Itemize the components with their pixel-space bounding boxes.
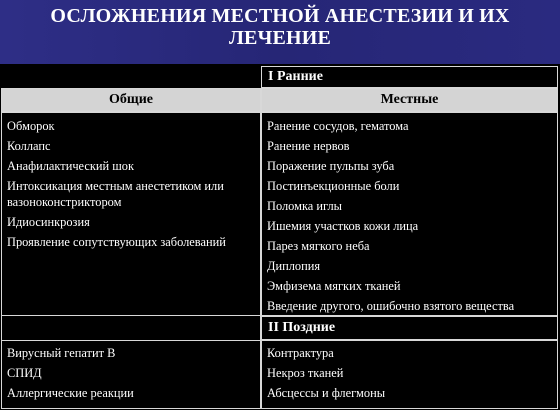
local-late-cell (261, 340, 558, 409)
list-item: Проявление сопутствующих заболеваний (7, 235, 226, 249)
general-late-cell (1, 340, 261, 409)
list-item: Контрактура (267, 346, 334, 360)
title-line-1: ОСЛОЖНЕНИЯ МЕСТНОЙ АНЕСТЕЗИИ И ИХ (50, 5, 510, 27)
list-item: Ранение сосудов, гематома (267, 119, 409, 133)
local-early-cell (261, 112, 558, 316)
title-line-2: ЛЕЧЕНИЕ (228, 27, 332, 49)
column-header-general-label: Общие (109, 92, 153, 107)
list-item: Ишемия участков кожи лица (267, 219, 419, 233)
list-item: Эмфизема мягких тканей (267, 279, 401, 293)
list-item: Диплопия (267, 259, 321, 273)
list-item: Идиосинкрозия (7, 215, 90, 229)
list-item: Постинъекционные боли (267, 179, 400, 193)
general-late-list (2, 345, 260, 401)
list-item: СПИД (7, 366, 42, 380)
local-early-list (262, 118, 557, 314)
general-early-cell (1, 112, 261, 316)
list-item: Парез мягкого неба (267, 239, 370, 253)
column-header-local (261, 88, 558, 112)
list-item: Поломка иглы (267, 199, 342, 213)
list-item: Аллергические реакции (7, 386, 134, 400)
late-section-header (261, 316, 558, 340)
list-item: Введение другого, ошибочно взятого вещества (267, 299, 515, 313)
list-item: Интоксикация местным анестетиком или вазоноконстриктором (7, 179, 224, 209)
list-item: Вирусный гепатит В (7, 346, 116, 360)
list-item: Обморок (7, 119, 55, 133)
early-section-label: I Ранние (268, 69, 323, 84)
list-item: Некроз тканей (267, 366, 344, 380)
local-late-list (262, 345, 557, 401)
list-item: Абсцессы и флегмоны (267, 386, 386, 400)
column-header-general (1, 88, 261, 112)
slide-title (0, 5, 560, 49)
general-early-list (2, 118, 260, 250)
late-header-spacer (1, 316, 261, 340)
column-header-local-label: Местные (380, 92, 439, 107)
list-item: Коллапс (7, 139, 51, 153)
early-section-header (261, 66, 558, 88)
list-item: Ранение нервов (267, 139, 350, 153)
list-item: Анафилактический шок (7, 159, 134, 173)
list-item: Поражение пульпы зуба (267, 159, 395, 173)
late-section-label: II Поздние (268, 320, 336, 335)
